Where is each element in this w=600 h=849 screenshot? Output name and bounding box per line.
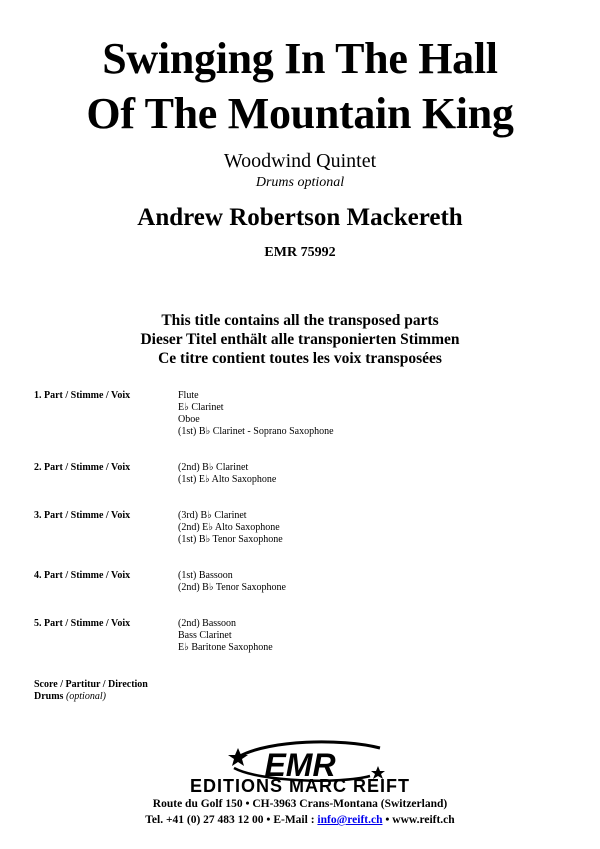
- part-2-instruments: [178, 462, 276, 486]
- instrument-item: Bass Clarinet: [178, 630, 232, 641]
- logo-text: EMR: [264, 747, 336, 783]
- part-1-instruments: [178, 390, 334, 438]
- instrument-item: E♭ Clarinet: [178, 402, 224, 413]
- part-5-label: 5. Part / Stimme / Voix: [34, 618, 131, 629]
- transposed-notice: [0, 311, 600, 368]
- title-line-2: Of The Mountain King: [86, 89, 514, 138]
- transposed-notice-de: Dieser Titel enthält alle transponierten Stimmen: [140, 331, 460, 348]
- instrument-item: (2nd) B♭ Tenor Saxophone: [178, 582, 286, 593]
- part-2-label: 2. Part / Stimme / Voix: [34, 462, 131, 473]
- contact-prefix: Tel. +41 (0) 27 483 12 00 • E-Mail :: [145, 814, 318, 826]
- instrument-item: (2nd) Bassoon: [178, 618, 237, 629]
- instrument-item: (2nd) B♭ Clarinet: [178, 462, 249, 473]
- instrument-item: (2nd) E♭ Alto Saxophone: [178, 522, 280, 533]
- publisher-address: Route du Golf 150 • CH-3963 Crans-Montana (Switzerland): [152, 798, 448, 810]
- drums-line: [34, 691, 106, 703]
- star-icon: [228, 748, 248, 766]
- publisher-contact: [0, 814, 600, 826]
- instrument-item: E♭ Baritone Saxophone: [178, 642, 273, 653]
- part-5-instruments: [178, 618, 273, 654]
- instrument-item: (1st) B♭ Tenor Saxophone: [178, 534, 283, 545]
- part-4-instruments: [178, 570, 286, 594]
- ensemble-label: Woodwind Quintet: [223, 150, 377, 172]
- drums-label: Drums: [34, 691, 64, 702]
- instrument-item: (1st) Bassoon: [178, 570, 233, 581]
- transposed-notice-fr: Ce titre contient toutes les voix transposées: [158, 350, 442, 367]
- email-link[interactable]: info@reift.ch: [317, 814, 383, 826]
- drums-optional-label: (optional): [65, 691, 106, 702]
- drums-optional-note: Drums optional: [255, 175, 345, 190]
- instrument-item: Flute: [178, 390, 199, 401]
- score-label: Score / Partitur / Direction: [34, 679, 148, 690]
- part-3-label: 3. Part / Stimme / Voix: [34, 510, 131, 521]
- transposed-notice-en: This title contains all the transposed parts: [161, 312, 439, 329]
- part-4-label: 4. Part / Stimme / Voix: [34, 570, 131, 581]
- instrument-item: (3rd) B♭ Clarinet: [178, 510, 247, 521]
- publisher-name: EDITIONS MARC REIFT: [190, 776, 410, 796]
- part-1-label: 1. Part / Stimme / Voix: [34, 390, 131, 401]
- composer-name: Andrew Robertson Mackereth: [137, 204, 463, 231]
- instrument-item: (1st) E♭ Alto Saxophone: [178, 474, 277, 485]
- catalog-number: EMR 75992: [264, 245, 336, 260]
- part-3-instruments: [178, 510, 283, 546]
- instrument-item: Oboe: [178, 414, 200, 425]
- instrument-item: (1st) B♭ Clarinet - Soprano Saxophone: [178, 426, 334, 437]
- contact-suffix: • www.reift.ch: [382, 814, 455, 826]
- title-line-1: Swinging In The Hall: [102, 34, 498, 83]
